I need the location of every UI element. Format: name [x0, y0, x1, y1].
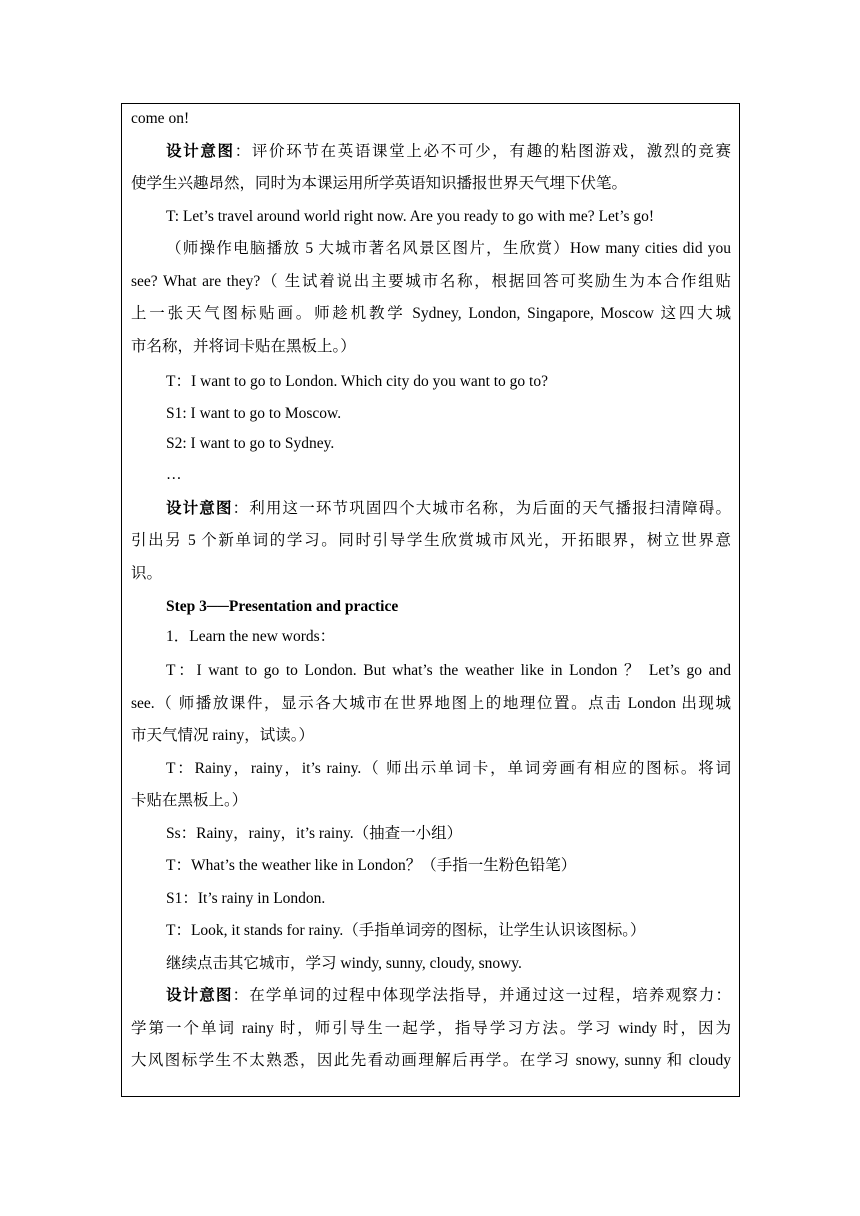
- text-line: T: Let’s travel around world right now. Are you ready to go with me? Let’s go!: [166, 208, 655, 225]
- text-line: S2: I want to go to Sydney.: [166, 435, 335, 452]
- text-line: T：What’s the weather like in London？（手指一生粉色铅笔）: [166, 857, 577, 874]
- text-line: S1: I want to go to Moscow.: [166, 405, 342, 422]
- text-line: 继续点击其它城市，学习 windy, sunny, cloudy, snowy.: [166, 955, 522, 972]
- text-line: （师操作电脑播放 5 大城市著名风景区图片，生欣赏）How many cities did you: [166, 240, 731, 257]
- label-design-intent: 设计意图: [166, 143, 235, 160]
- text-line: see.（ 师播放课件，显示各大城市在世界地图上的地理位置。点击 London 出现城: [131, 695, 731, 712]
- text-line: 学第一个单词 rainy 时，师引导生一起学，指导学习方法。学习 windy 时，因为: [131, 1020, 731, 1037]
- text-line: 市名称，并将词卡贴在黑板上。）: [131, 338, 356, 355]
- text-line: …: [166, 466, 182, 483]
- text-line: come on!: [131, 110, 190, 127]
- text-line: 大风图标学生不太熟悉，因此先看动画理解后再学。在学习 snowy, sunny 和 cloudy: [131, 1052, 731, 1069]
- text-line: 1．Learn the new words：: [166, 628, 336, 645]
- text-line: T：Rainy，rainy，it’s rainy.（ 师出示单词卡，单词旁画有相应的图标。将词: [166, 760, 731, 777]
- text-line: 使学生兴趣昂然，同时为本课运用所学英语知识播报世界天气埋下伏笔。: [131, 175, 628, 192]
- text-line: 引出另 5 个新单词的学习。同时引导学生欣赏城市风光，开拓眼界，树立世界意: [131, 532, 731, 549]
- text-line: see? What are they?（ 生试着说出主要城市名称，根据回答可奖励生为本合作组贴: [131, 273, 731, 290]
- text-line: T：I want to go to London. Which city do you want to go to?: [166, 373, 548, 390]
- text-line: T：I want to go to London. But what’s the weather like in London ？ Let’s go and: [166, 662, 731, 679]
- paragraph-line: [131, 985, 731, 1007]
- text-line: 市天气情况 rainy，试读。）: [131, 727, 314, 744]
- text-run: ：在学单词的过程中体现学法指导，并通过这一过程，培养观察力：: [232, 987, 731, 1004]
- label-design-intent: 设计意图: [166, 987, 233, 1004]
- paragraph-line: [131, 141, 731, 163]
- text-line: Ss：Rainy，rainy，it’s rainy.（抽查一小组）: [166, 825, 463, 842]
- text-line: 上一张天气图标贴画。师趁机教学 Sydney, London, Singapore, Moscow 这四大城: [131, 305, 731, 322]
- section-heading: Step 3──Presentation and practice: [166, 598, 399, 615]
- text-line: S1：It’s rainy in London.: [166, 890, 326, 907]
- text-run: ：评价环节在英语课堂上必不可少，有趣的粘图游戏，激烈的竞赛: [234, 143, 731, 160]
- label-design-intent: 设计意图: [166, 500, 233, 517]
- text-line: 卡贴在黑板上。）: [131, 792, 248, 809]
- text-line: T：Look, it stands for rainy.（手指单词旁的图标，让学生认识该图标。）: [166, 922, 646, 939]
- paragraph-line: [131, 498, 731, 520]
- text-run: ：利用这一环节巩固四个大城市名称，为后面的天气播报扫清障碍。: [232, 500, 731, 517]
- document-table-cell: [121, 103, 740, 1097]
- text-line: 识。: [131, 565, 163, 582]
